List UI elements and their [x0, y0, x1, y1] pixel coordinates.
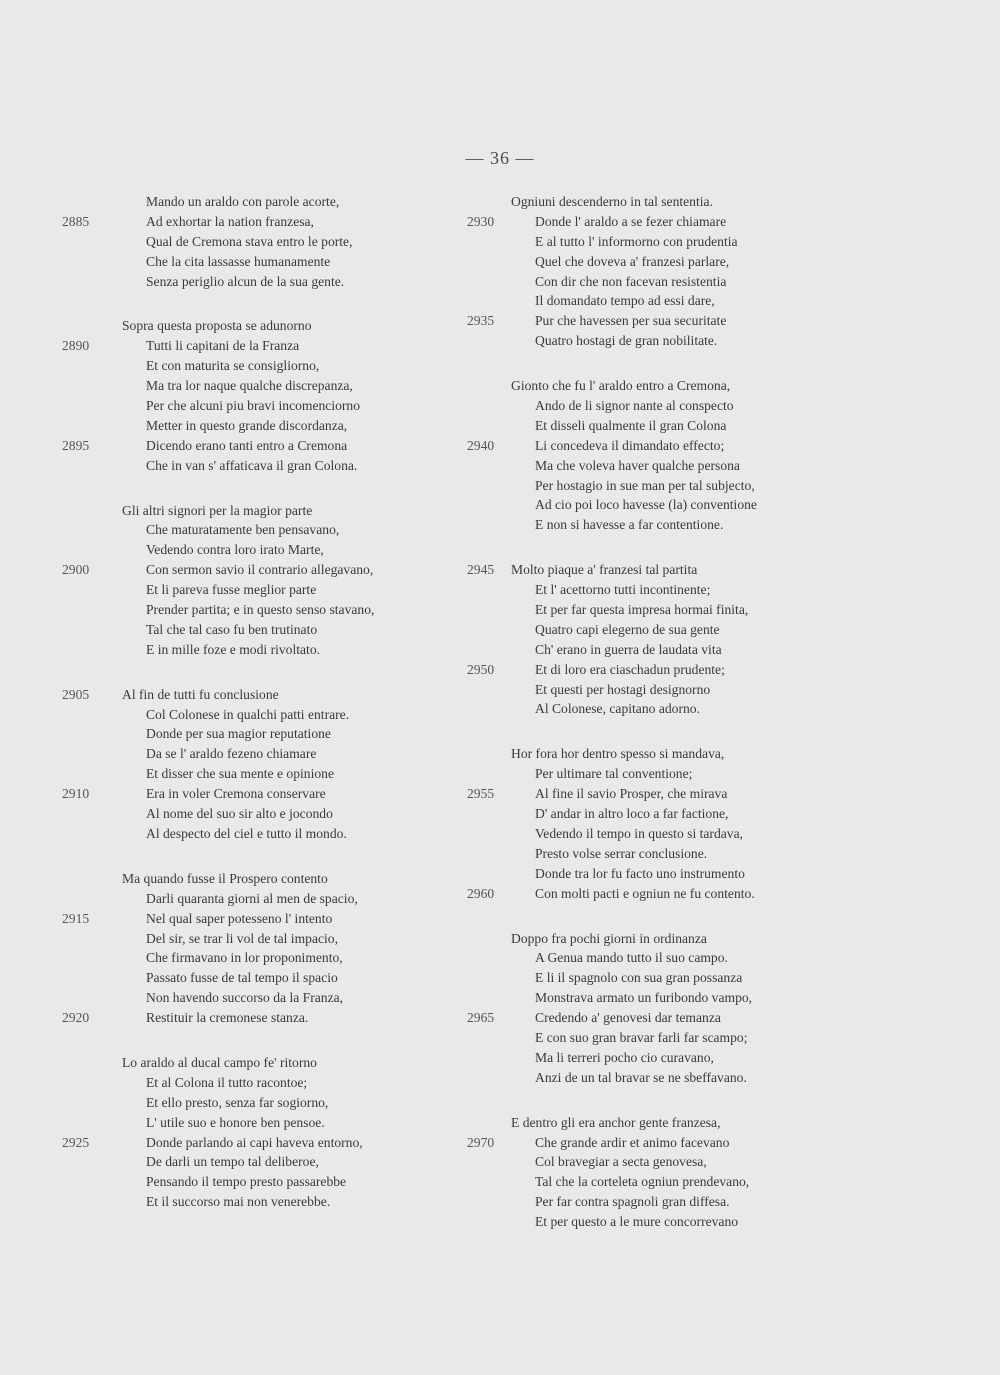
verse-line: [62, 620, 462, 640]
stanza: [62, 1053, 462, 1212]
line-number: 2940: [467, 437, 495, 453]
line-number: 2920: [62, 1010, 90, 1026]
verse-line: [455, 948, 875, 968]
verse-text: L' utile suo e honore ben pensoe.: [146, 1114, 325, 1130]
verse-text: Per far contra spagnoli gran diffesa.: [535, 1194, 730, 1210]
verse-line: [455, 929, 875, 949]
stanza: [455, 929, 875, 1088]
verse-text: Al despecto del ciel e tutto il mondo.: [146, 825, 347, 841]
verse-line: [455, 988, 875, 1008]
verse-line: [455, 311, 875, 331]
verse-line: [455, 744, 875, 764]
verse-text: Hor fora hor dentro spesso si mandava,: [511, 746, 725, 762]
verse-line: [62, 212, 462, 232]
verse-line: [455, 884, 875, 904]
verse-line: [455, 699, 875, 719]
line-number: 2910: [62, 786, 90, 802]
verse-line: [62, 192, 462, 212]
line-number: 2925: [62, 1134, 90, 1150]
line-number: 2915: [62, 910, 90, 926]
verse-text: Presto volse serrar conclusione.: [535, 845, 708, 861]
verse-line: [62, 1053, 462, 1073]
verse-text: Credendo a' genovesi dar temanza: [535, 1010, 721, 1026]
verse-line: [62, 376, 462, 396]
verse-text: Al fin de tutti fu conclusione: [122, 686, 279, 702]
verse-line: [455, 680, 875, 700]
verse-line: [455, 476, 875, 496]
stanza: [62, 501, 462, 660]
line-number: 2960: [467, 885, 495, 901]
stanza: [455, 376, 875, 535]
verse-text: Monstrava armato un furibondo vampo,: [535, 990, 753, 1006]
verse-line: [455, 331, 875, 351]
verse-text: A Genua mando tutto il suo campo.: [535, 950, 728, 966]
verse-text: Che firmavano in lor proponimento,: [146, 950, 343, 966]
verse-text: Darli quaranta giorni al men de spacio,: [146, 890, 358, 906]
verse-text: Con dir che non facevan resistentia: [535, 273, 727, 289]
verse-line: [455, 212, 875, 232]
verse-line: [62, 1008, 462, 1028]
verse-text: Quatro capi elegerno de sua gente: [535, 621, 720, 637]
verse-text: Ma tra lor naque qualche discrepanza,: [146, 378, 353, 394]
stanza: [455, 1113, 875, 1232]
verse-text: Tal che tal caso fu ben trutinato: [146, 621, 318, 637]
verse-line: [455, 291, 875, 311]
verse-line: [455, 192, 875, 212]
verse-text: Et disser che sua mente e opinione: [146, 766, 334, 782]
verse-line: [62, 580, 462, 600]
verse-text: Per ultimare tal conventione;: [535, 766, 693, 782]
verse-text: Gli altri signori per la magior parte: [122, 502, 313, 518]
verse-text: Del sir, se trar li vol de tal impacio,: [146, 930, 338, 946]
verse-line: [455, 824, 875, 844]
line-number: 2885: [62, 213, 90, 229]
verse-line: [62, 316, 462, 336]
verse-line: [455, 436, 875, 456]
verse-line: [62, 336, 462, 356]
verse-text: Li concedeva il dimandato effecto;: [535, 437, 725, 453]
verse-line: [62, 705, 462, 725]
verse-text: Donde parlando ai capi haveva entorno,: [146, 1134, 363, 1150]
verse-line: [455, 515, 875, 535]
verse-text: Ma li terreri pocho cio curavano,: [535, 1049, 714, 1065]
verse-text: Et questi per hostagi designorno: [535, 681, 711, 697]
verse-line: [455, 456, 875, 476]
verse-text: E con suo gran bravar farli far scampo;: [535, 1029, 748, 1045]
verse-text: Prender partita; e in questo senso stavano,: [146, 602, 375, 618]
verse-text: Quel che doveva a' franzesi parlare,: [535, 253, 730, 269]
verse-text: Tal che la corteleta ogniun prendevano,: [535, 1174, 750, 1190]
line-number: 2930: [467, 213, 495, 229]
verse-text: Col bravegiar a secta genovesa,: [535, 1154, 707, 1170]
verse-line: [455, 252, 875, 272]
verse-line: [455, 1172, 875, 1192]
line-number: 2905: [62, 686, 90, 702]
verse-text: Et al Colona il tutto racontoe;: [146, 1074, 308, 1090]
verse-text: Che grande ardir et animo facevano: [535, 1134, 730, 1150]
line-number: 2895: [62, 437, 90, 453]
verse-line: [455, 864, 875, 884]
verse-line: [62, 456, 462, 476]
verse-text: Ma quando fusse il Prospero contento: [122, 870, 328, 886]
verse-line: [62, 1172, 462, 1192]
verse-line: [62, 764, 462, 784]
verse-text: Ando de li signor nante al conspecto: [535, 398, 734, 414]
verse-line: [62, 824, 462, 844]
verse-text: Dicendo erano tanti entro a Cremona: [146, 437, 348, 453]
verse-text: Metter in questo grande discordanza,: [146, 417, 348, 433]
verse-text: Che la cita lassasse humanamente: [146, 253, 331, 269]
verse-line: [455, 416, 875, 436]
verse-line: [455, 396, 875, 416]
verse-line: [455, 1113, 875, 1133]
verse-text: Al nome del suo sir alto e jocondo: [146, 806, 333, 822]
verse-line: [455, 620, 875, 640]
verse-text: E dentro gli era anchor gente franzesa,: [511, 1114, 721, 1130]
verse-line: [62, 685, 462, 705]
verse-text: Anzi de un tal bravar se ne sbeffavano.: [535, 1069, 747, 1085]
verse-text: Con molti pacti e ogniun ne fu contento.: [535, 885, 755, 901]
stanza: [455, 744, 875, 903]
verse-line: [455, 660, 875, 680]
verse-text: Et li pareva fusse meglior parte: [146, 582, 317, 598]
verse-text: Ogniuni descenderno in tal sententia.: [511, 194, 713, 209]
line-number: 2950: [467, 661, 495, 677]
verse-text: Gionto che fu l' araldo entro a Cremona,: [511, 378, 731, 394]
verse-line: [455, 495, 875, 515]
verse-line: [62, 272, 462, 292]
verse-line: [62, 356, 462, 376]
verse-text: E non si havesse a far contentione.: [535, 517, 724, 533]
verse-line: [455, 968, 875, 988]
verse-line: [62, 1093, 462, 1113]
verse-text: Al Colonese, capitano adorno.: [535, 701, 700, 717]
verse-text: Tutti li capitani de la Franza: [146, 338, 300, 354]
verse-text: Donde tra lor fu facto uno instrumento: [535, 865, 745, 881]
line-number: 2955: [467, 786, 495, 802]
verse-line: [455, 1068, 875, 1088]
verse-text: Et di loro era ciaschadun prudente;: [535, 661, 725, 677]
verse-line: [62, 1133, 462, 1153]
verse-line: [62, 540, 462, 560]
verse-line: [62, 948, 462, 968]
verse-line: [62, 988, 462, 1008]
stanza: [62, 192, 462, 291]
verse-text: Et disseli qualmente il gran Colona: [535, 417, 727, 433]
verse-text: Da se l' araldo fezeno chiamare: [146, 746, 317, 762]
verse-text: Per che alcuni piu bravi incomenciorno: [146, 398, 361, 414]
verse-text: E al tutto l' informorno con prudentia: [535, 233, 738, 249]
verse-text: Ad cio poi loco havesse (la) conventione: [535, 497, 757, 513]
verse-text: Il domandato tempo ad essi dare,: [535, 293, 715, 309]
verse-line: [62, 744, 462, 764]
verse-line: [455, 844, 875, 864]
verse-line: [455, 560, 875, 580]
verse-line: [455, 1008, 875, 1028]
verse-line: [455, 272, 875, 292]
verse-text: Ch' erano in guerra de laudata vita: [535, 641, 722, 657]
verse-line: [62, 560, 462, 580]
verse-text: Al fine il savio Prosper, che mirava: [535, 786, 728, 802]
verse-text: Doppo fra pochi giorni in ordinanza: [511, 930, 707, 946]
verse-text: Non havendo succorso da la Franza,: [146, 990, 344, 1006]
verse-line: [62, 1073, 462, 1093]
verse-line: [455, 1152, 875, 1172]
verse-line: [62, 1192, 462, 1212]
verse-line: [455, 804, 875, 824]
verse-line: [62, 889, 462, 909]
verse-text: Vedendo il tempo in questo si tardava,: [535, 825, 744, 841]
verse-text: De darli un tempo tal deliberoe,: [146, 1154, 319, 1170]
stanza: [62, 869, 462, 1028]
verse-text: Che maturatamente ben pensavano,: [146, 522, 340, 538]
verse-line: [455, 580, 875, 600]
verse-line: [62, 1113, 462, 1133]
verse-line: [62, 804, 462, 824]
verse-text: Et per far questa impresa hormai finita,: [535, 602, 749, 618]
verse-line: [62, 724, 462, 744]
verse-text: Passato fusse de tal tempo il spacio: [146, 970, 338, 986]
verse-line: [62, 869, 462, 889]
verse-line: [62, 600, 462, 620]
verse-text: Senza periglio alcun de la sua gente.: [146, 273, 345, 289]
verse-text: Pensando il tempo presto passarebbe: [146, 1174, 347, 1190]
verse-line: [62, 396, 462, 416]
verse-text: Et per questo a le mure concorrevano: [535, 1214, 739, 1230]
verse-line: [62, 784, 462, 804]
verse-text: Restituir la cremonese stanza.: [146, 1010, 309, 1026]
verse-line: [62, 640, 462, 660]
verse-text: Nel qual saper potesseno l' intento: [146, 910, 333, 926]
verse-line: [455, 784, 875, 804]
verse-line: [455, 1028, 875, 1048]
verse-line: [62, 416, 462, 436]
verse-line: [455, 1133, 875, 1153]
verse-line: [455, 1212, 875, 1232]
verse-text: Et ello presto, senza far sogiorno,: [146, 1094, 329, 1110]
verse-text: Qual de Cremona stava entro le porte,: [146, 233, 353, 249]
verse-line: [62, 968, 462, 988]
stanza: [455, 192, 875, 351]
verse-text: Che in van s' affaticava il gran Colona.: [146, 457, 358, 473]
line-number: 2965: [467, 1010, 495, 1026]
verse-line: [62, 436, 462, 456]
verse-line: [455, 600, 875, 620]
poem-column-right: [455, 192, 875, 1257]
verse-line: [455, 1192, 875, 1212]
verse-text: Quatro hostagi de gran nobilitate.: [535, 333, 718, 349]
verse-line: [455, 376, 875, 396]
verse-line: [62, 252, 462, 272]
stanza: [62, 685, 462, 844]
line-number: 2900: [62, 562, 90, 578]
line-number: 2890: [62, 338, 90, 354]
verse-line: [455, 640, 875, 660]
verse-text: Pur che havessen per sua securitate: [535, 313, 727, 329]
verse-text: Et il succorso mai non venerebbe.: [146, 1194, 331, 1210]
verse-text: Molto piaque a' franzesi tal partita: [511, 562, 698, 578]
verse-text: D' andar in altro loco a far factione,: [535, 806, 729, 822]
line-number: 2945: [467, 562, 495, 578]
verse-text: Mando un araldo con parole acorte,: [146, 194, 340, 209]
verse-line: [62, 1152, 462, 1172]
stanza: [455, 560, 875, 719]
verse-text: Ad exhortar la nation franzesa,: [146, 213, 314, 229]
verse-text: Lo araldo al ducal campo fe' ritorno: [122, 1054, 317, 1070]
verse-line: [62, 501, 462, 521]
verse-line: [62, 909, 462, 929]
verse-text: E in mille foze e modi rivoltato.: [146, 641, 321, 657]
verse-text: Per hostagio in sue man per tal subjecto,: [535, 477, 755, 493]
poem-column-left: [62, 192, 462, 1237]
verse-text: Col Colonese in qualchi patti entrare.: [146, 706, 350, 722]
verse-line: [62, 232, 462, 252]
verse-line: [455, 1048, 875, 1068]
verse-line: [455, 764, 875, 784]
verse-text: Con sermon savio il contrario allegavano,: [146, 562, 374, 578]
verse-text: Vedendo contra loro irato Marte,: [146, 542, 324, 558]
verse-text: Sopra questa proposta se adunorno: [122, 318, 312, 334]
verse-text: Era in voler Cremona conservare: [146, 786, 326, 802]
verse-text: Et con maturita se consigliorno,: [146, 358, 320, 374]
verse-text: Donde per sua magior reputatione: [146, 726, 331, 742]
stanza: [62, 316, 462, 475]
verse-text: Donde l' araldo a se fezer chiamare: [535, 213, 727, 229]
verse-text: Et l' acettorno tutti incontinente;: [535, 582, 711, 598]
verse-text: E li il spagnolo con sua gran possanza: [535, 970, 743, 986]
verse-line: [62, 929, 462, 949]
verse-line: [62, 520, 462, 540]
page-number: — 36 —: [465, 148, 535, 168]
verse-text: Ma che voleva haver qualche persona: [535, 457, 740, 473]
verse-line: [455, 232, 875, 252]
line-number: 2935: [467, 313, 495, 329]
line-number: 2970: [467, 1134, 495, 1150]
